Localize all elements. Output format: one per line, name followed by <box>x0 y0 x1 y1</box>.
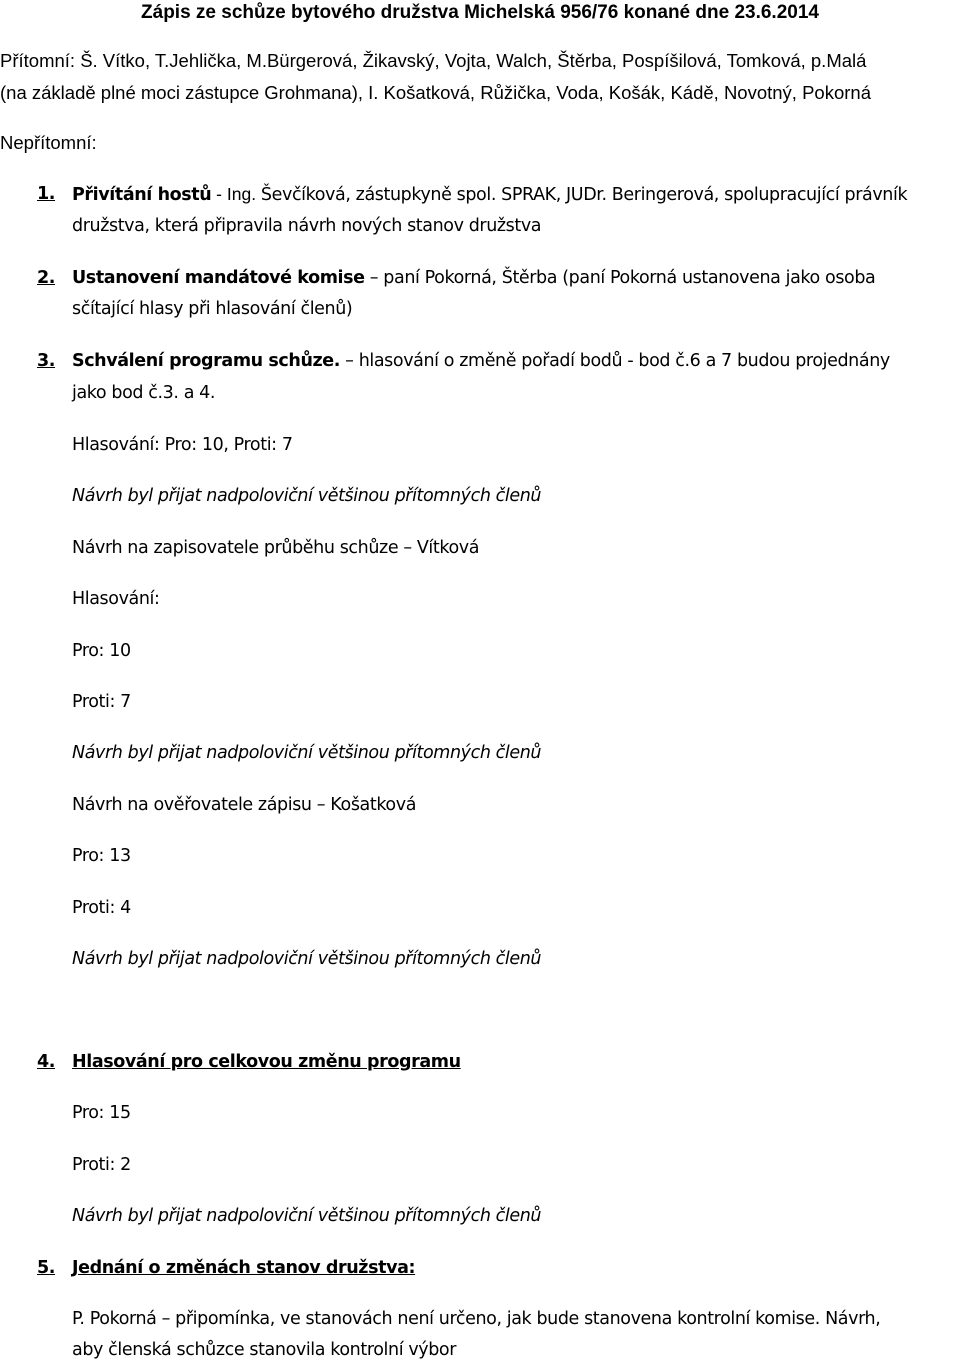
scribe-vote-proti: Proti: 7 <box>72 692 131 712</box>
item-1-heading: Přivítání hostů <box>72 185 212 205</box>
item-1-prefix: - Ing. <box>211 184 261 204</box>
item-2-heading: Ustanovení mandátové komise <box>72 268 365 288</box>
item-1-number: 1. <box>37 184 56 204</box>
item-3-vote: Hlasování: Pro: 10, Proti: 7 <box>72 435 293 455</box>
item-4-vote-pro: Pro: 15 <box>72 1103 131 1123</box>
item-1-line1 <box>72 184 907 205</box>
page-title: Zápis ze schůze bytového družstva Michelská 956/76 konané dne 23.6.2014 <box>141 2 819 23</box>
scribe-vote-pro: Pro: 10 <box>72 641 131 661</box>
item-3-accepted-3: Návrh byl přijat nadpoloviční většinou přítomných členů <box>72 949 542 969</box>
item-3-text: – hlasování o změně pořadí bodů - bod č.6 a 7 budou projednány <box>340 351 890 371</box>
scribe-proposal: Návrh na zapisovatele průběhu schůze – Vítková <box>72 538 480 558</box>
item-4-number: 4. <box>37 1052 56 1072</box>
scribe-vote-label: Hlasování: <box>72 589 160 609</box>
item-3-accepted-2: Návrh byl přijat nadpoloviční většinou přítomných členů <box>72 743 542 763</box>
present-members-line2: (na základě plné moci zástupce Grohmana), I. Košatková, Růžička, Voda, Košák, Kádě, Novotný, Pokorná <box>0 82 871 103</box>
item-3-accepted-1: Návrh byl přijat nadpoloviční většinou přítomných členů <box>72 486 542 506</box>
item-3-heading: Schválení programu schůze. <box>72 351 341 371</box>
absent-members: Nepřítomní: <box>0 132 97 153</box>
item-3-number: 3. <box>37 351 56 371</box>
item-1-line2: družstva, která připravila návrh nových stanov družstva <box>72 216 542 236</box>
item-5-number: 5. <box>37 1258 56 1278</box>
present-members-line1: Přítomní: Š. Vítko, T.Jehlička, M.Bürgerová, Žikavský, Vojta, Walch, Štěrba, Pospíšilová, Tomková, p.Malá <box>0 50 867 71</box>
item-4-vote-proti: Proti: 2 <box>72 1155 131 1175</box>
item-3-line1 <box>72 351 890 371</box>
item-5-heading: Jednání o změnách stanov družstva: <box>72 1258 416 1278</box>
item-5-line2: aby členská schůzce stanovila kontrolní výbor <box>72 1340 457 1360</box>
item-2-line2: sčítající hlasy při hlasování členů) <box>72 299 353 319</box>
verifier-vote-pro: Pro: 13 <box>72 846 131 866</box>
verifier-proposal: Návrh na ověřovatele zápisu – Košatková <box>72 795 417 815</box>
item-2-text: – paní Pokorná, Štěrba (paní Pokorná ustanovena jako osoba <box>364 268 876 288</box>
item-4-heading: Hlasování pro celkovou změnu programu <box>72 1052 461 1072</box>
verifier-vote-proti: Proti: 4 <box>72 898 131 918</box>
item-1-text: Ševčíková, zástupkyně spol. SPRAK, JUDr. Beringerová, spolupracující právník <box>260 185 908 205</box>
item-4-accepted: Návrh byl přijat nadpoloviční většinou přítomných členů <box>72 1206 542 1226</box>
item-2-line1 <box>72 268 875 288</box>
item-2-number: 2. <box>37 268 56 288</box>
item-3-line2: jako bod č.3. a 4. <box>72 383 216 403</box>
item-5-line1: P. Pokorná – připomínka, ve stanovách není určeno, jak bude stanovena kontrolní komise. Návrh, <box>72 1309 881 1329</box>
